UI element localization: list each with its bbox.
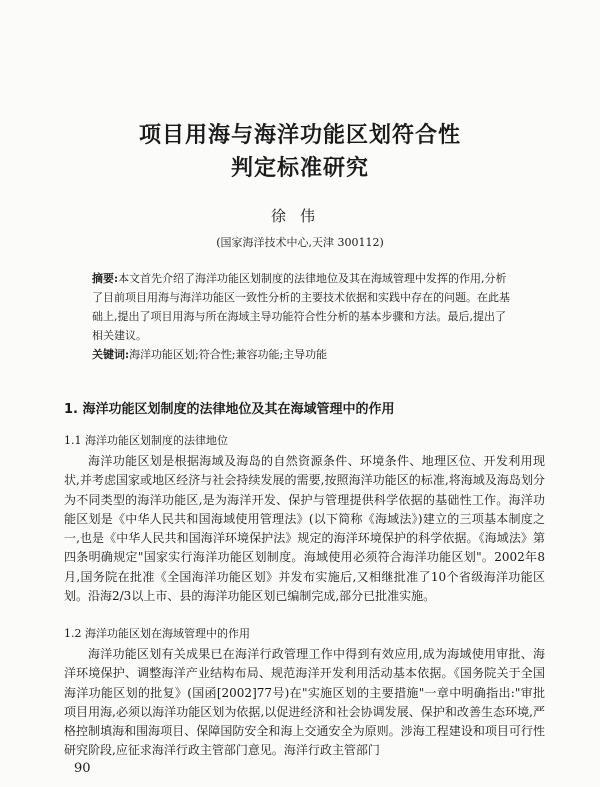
- paragraph-1-2: 海洋功能区划有关成果已在海洋行政管理工作中得到有效应用,成为海域使用审批、海洋环境保护、调整海洋产业结构布局、规范海洋开发利用活动基本依据。《国务院关于全国海洋功能区划的批复》(国函[2002]77号)在"实施区划的主要措施"一章中明确指出:"审批项目用海,必须以海洋功能区划为依据,以促进经济和社会协调发展、保护和改善生态环境,严格控制填海和围海项目、保障国防安全和海上交通安全为原则。涉海工程建设和项目可行性研究阶段,应征求海洋行政主管部门意见。海洋行政主管部门: [64, 647, 545, 758]
- affiliation: (国家海洋技术中心,天津 300112): [216, 236, 384, 249]
- keywords-label: 关键词:: [92, 348, 130, 361]
- abstract: [92, 269, 512, 345]
- section-heading-1: 1. 海洋功能区划制度的法律地位及其在海域管理中的作用: [64, 402, 395, 417]
- page-number: 90: [74, 761, 91, 776]
- keywords-text: 海洋功能区划;符合性;兼容功能;主导功能: [129, 348, 328, 361]
- abstract-label: 摘要:: [92, 272, 119, 285]
- subsection-heading-1-2: 1.2 海洋功能区划在海域管理中的作用: [64, 627, 250, 640]
- keywords: [92, 346, 512, 362]
- abstract-text: 本文首先介绍了海洋功能区划制度的法律地位及其在海域管理中发挥的作用,分析了目前项目用海与海洋功能区一致性分析的主要技术依据和实践中存在的问题。在此基础上,提出了项目用海与所在海域主导功能符合性分析的基本步骤和方法。最后,提出了相关建议。: [92, 272, 510, 342]
- title-line-2: 判定标准研究: [230, 156, 369, 181]
- author: 徐伟: [270, 207, 329, 225]
- paragraph-1-1: 海洋功能区划是根据海域及海岛的自然资源条件、环境条件、地理区位、开发利用现状,并考虑国家或地区经济与社会持续发展的需要,按照海洋功能区的标准,将海域及海岛划分为不同类型的海洋功能区,是为海洋开发、保护与管理提供科学依据的基础性工作。海洋功能区划是《中华人民共和国海域使用管理法》(以下简称《海域法》)建立的三项基本制度之一,也是《中华人民共和国海洋环境保护法》规定的海洋环境保护的科学依据。《海域法》第四条明确规定"国家实行海洋功能区划制度。海域使用必须符合海洋功能区划"。2002年8月,国务院在批准《全国海洋功能区划》并发布实施后,又相继批准了10个省级海洋功能区划。沿海2/3以上市、县的海洋功能区划已编制完成,部分已批准实施。: [64, 454, 545, 604]
- title-line-1: 项目用海与海洋功能区划符合性: [138, 123, 461, 148]
- subsection-heading-1-1: 1.1 海洋功能区划制度的法律地位: [64, 434, 228, 447]
